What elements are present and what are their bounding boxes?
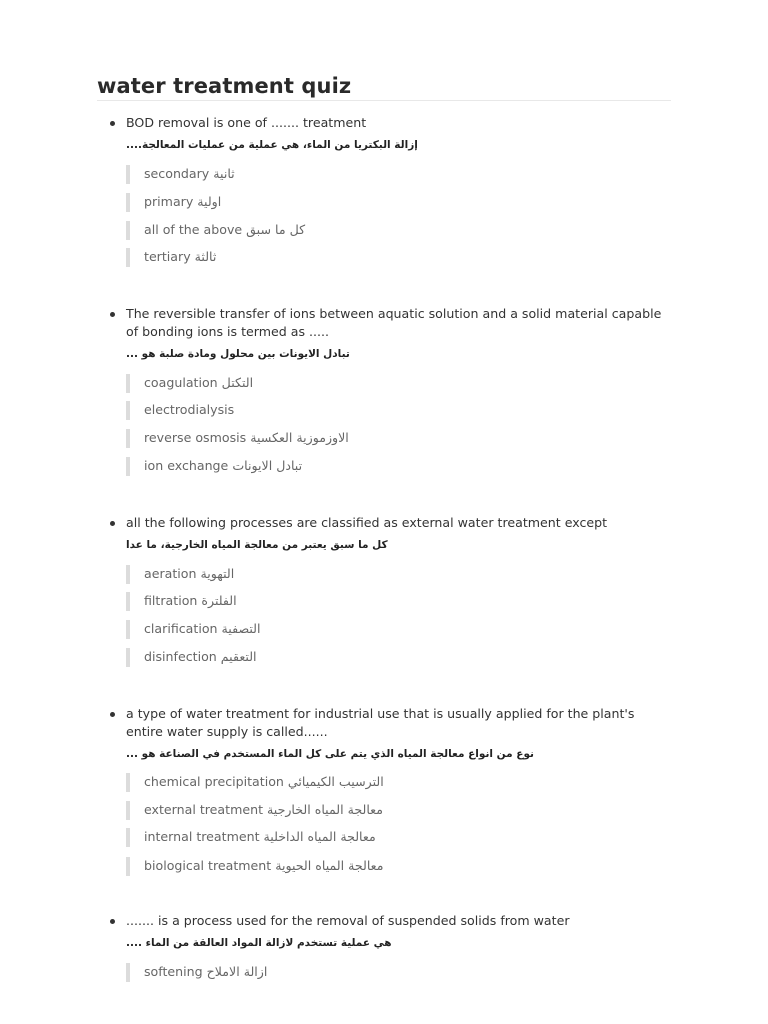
- option-marker: [126, 565, 130, 584]
- option-label: coagulation التكتل: [144, 375, 254, 390]
- page-title: water treatment quiz: [97, 74, 352, 98]
- question-text: The reversible transfer of ions between aquatic solution and a solid material capable of bonding ions is termed as .....: [126, 306, 662, 339]
- option-label: secondary ثانية: [144, 166, 235, 181]
- option-marker: [126, 648, 130, 667]
- option-marker: [126, 773, 130, 792]
- option-label: external treatment معالجة المياه الخارجية: [144, 802, 383, 817]
- bullet-icon: [110, 919, 115, 924]
- option-marker: [126, 165, 130, 184]
- option-marker: [126, 963, 130, 982]
- question-text: ....... is a process used for the removal of suspended solids from water: [126, 913, 570, 928]
- option-marker: [126, 857, 130, 876]
- option-marker: [126, 374, 130, 393]
- title-divider: [97, 100, 671, 101]
- question-arabic: كل ما سبق يعتبر من معالجة المياه الخارجية، ما عدا: [126, 539, 388, 551]
- bullet-icon: [110, 712, 115, 717]
- option-label: tertiary ثالثة: [144, 249, 217, 264]
- option-label: primary اولية: [144, 194, 222, 209]
- option-marker: [126, 221, 130, 240]
- option-label: filtration الفلترة: [144, 593, 237, 608]
- option-label: disinfection التعقيم: [144, 649, 257, 664]
- option-marker: [126, 620, 130, 639]
- option-label: reverse osmosis الاوزموزية العكسية: [144, 430, 349, 445]
- option-marker: [126, 801, 130, 820]
- option-label: biological treatment معالجة المياه الحيوية: [144, 858, 384, 873]
- option-label: ion exchange تبادل الايونات: [144, 458, 303, 473]
- option-marker: [126, 457, 130, 476]
- option-marker: [126, 429, 130, 448]
- question-arabic: ... نوع من انواع معالجة المياه الذي يتم على كل الماء المستخدم في الصناعة هو: [126, 748, 534, 760]
- question-arabic: ... تبادل الايونات بين محلول ومادة صلبة هو: [126, 348, 350, 360]
- question-arabic: ....إزالة البكتريا من الماء، هي عملية من عمليات المعالجة: [126, 139, 418, 151]
- bullet-icon: [110, 521, 115, 526]
- option-marker: [126, 592, 130, 611]
- option-marker: [126, 248, 130, 267]
- option-marker: [126, 828, 130, 847]
- question-text: all the following processes are classified as external water treatment except: [126, 515, 608, 530]
- option-label: electrodialysis: [144, 402, 235, 417]
- bullet-icon: [110, 312, 115, 317]
- bullet-icon: [110, 121, 115, 126]
- option-label: internal treatment معالجة المياه الداخلية: [144, 829, 376, 844]
- option-label: clarification التصفية: [144, 621, 261, 636]
- option-marker: [126, 401, 130, 420]
- option-label: chemical precipitation الترسيب الكيميائي: [144, 774, 384, 789]
- option-label: aeration التهوية: [144, 566, 235, 581]
- option-label: softening ازالة الاملاح: [144, 964, 268, 979]
- question-arabic: .... هي عملية تستخدم لازالة المواد العالقة من الماء: [126, 937, 392, 949]
- question-text: BOD removal is one of ....... treatment: [126, 115, 367, 130]
- option-marker: [126, 193, 130, 212]
- option-label: all of the above كل ما سبق: [144, 222, 306, 237]
- question-text: a type of water treatment for industrial use that is usually applied for the plant's entire water supply is called......: [126, 706, 635, 739]
